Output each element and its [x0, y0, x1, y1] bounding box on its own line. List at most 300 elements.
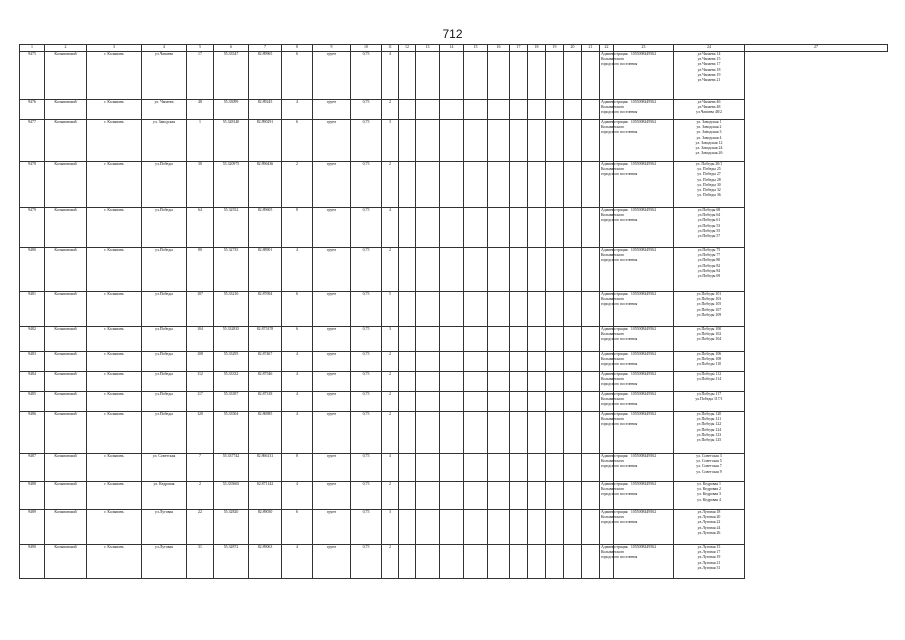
- empty-cell: [399, 372, 416, 392]
- container-count-cell: 2: [382, 352, 399, 372]
- served-address: ул. Советская 3: [696, 454, 722, 458]
- served-address: ул.Победы 105: [696, 302, 722, 307]
- owner-line: Колыванского: [601, 253, 625, 258]
- street-cell: ул.Луговая: [142, 510, 187, 545]
- served-addresses-cell: [674, 545, 745, 579]
- locality-cell: г. Колывань: [87, 327, 142, 352]
- empty-cell: [399, 352, 416, 372]
- served-address: ул.Победы 110: [696, 362, 722, 367]
- surface-cell: грунт: [313, 510, 351, 545]
- empty-cell: [440, 352, 464, 372]
- owner-cell: [600, 545, 638, 579]
- served-address: ул.Победы 75: [697, 248, 721, 252]
- district-cell: Колыванский: [45, 372, 87, 392]
- empty-cell: [440, 100, 464, 120]
- owner-cell: [600, 52, 638, 100]
- served-addresses-cell: [674, 292, 745, 327]
- empty-cell: [464, 120, 488, 162]
- capacity-cell: 0,75: [351, 248, 382, 292]
- empty-cell: [528, 327, 546, 352]
- empty-cell: [564, 545, 582, 579]
- empty-cell: [464, 248, 488, 292]
- street-cell: ул.Победы: [142, 208, 187, 248]
- empty-cell: [440, 292, 464, 327]
- served-address: ул.Луговая 22: [697, 520, 721, 525]
- empty-cell: [399, 412, 416, 454]
- empty-cell: [510, 545, 528, 579]
- container-count-cell: 2: [382, 100, 399, 120]
- surface-cell: грунт: [313, 100, 351, 120]
- served-address: ул.Победы 107: [696, 307, 722, 312]
- empty-cell: [510, 52, 528, 100]
- owner-line: Колыванского: [601, 213, 625, 218]
- longitude-cell: 82.890291: [249, 120, 282, 162]
- container-count-cell: 3: [382, 510, 399, 545]
- owner-line: городского поселения: [601, 362, 638, 367]
- column-header: 21: [582, 45, 600, 52]
- area-cell: 4: [282, 482, 313, 510]
- served-address: ул.Победы 114: [696, 377, 722, 382]
- owner-line: городского поселения: [601, 520, 638, 525]
- street-cell: ул. Заводская: [142, 120, 187, 162]
- area-cell: 4: [282, 412, 313, 454]
- served-address: ул. Победы 36: [697, 193, 721, 198]
- empty-cell: [564, 412, 582, 454]
- empty-cell: [464, 352, 488, 372]
- locality-cell: г. Колывань: [87, 292, 142, 327]
- table-row: [20, 292, 888, 327]
- served-addresses-cell: [674, 52, 745, 100]
- column-header: 17: [510, 45, 528, 52]
- column-header: 19: [546, 45, 564, 52]
- container-count-cell: 4: [382, 454, 399, 482]
- owner-line: Колыванского: [601, 377, 625, 382]
- area-cell: 8: [282, 454, 313, 482]
- served-addresses-cell: [674, 454, 745, 482]
- empty-cell: [416, 372, 440, 392]
- empty-cell: [510, 248, 528, 292]
- capacity-cell: 0,75: [351, 545, 382, 579]
- served-addresses-cell: [674, 510, 745, 545]
- record-number-cell: 9477: [20, 120, 45, 162]
- record-number-cell: 9483: [20, 352, 45, 372]
- column-header: 5: [187, 45, 214, 52]
- served-address: ул. Советская 7: [696, 464, 722, 469]
- served-addresses-cell: [674, 248, 745, 292]
- house-number-cell: 107: [187, 292, 214, 327]
- empty-cell: [564, 392, 582, 412]
- street-cell: ул. Кедровая: [142, 482, 187, 510]
- ogrn-cell: 1055008449562: [614, 482, 674, 510]
- served-address: ул.Победы 57: [697, 234, 721, 239]
- district-cell: Колыванский: [45, 454, 87, 482]
- owner-line: городского поселения: [601, 302, 638, 307]
- empty-cell: [440, 162, 464, 208]
- served-address: ул.Победы 100: [696, 327, 722, 331]
- table-row: [20, 208, 888, 248]
- served-address: ул. Заводская 24: [695, 146, 723, 151]
- empty-cell: [582, 162, 600, 208]
- longitude-cell: 82.89605: [249, 208, 282, 248]
- served-address: ул.Луговая 24: [697, 525, 721, 530]
- area-cell: 6: [282, 120, 313, 162]
- owner-cell: [600, 292, 638, 327]
- longitude-cell: 82.88901: [249, 248, 282, 292]
- empty-cell: [510, 162, 528, 208]
- column-number-row: [20, 45, 888, 52]
- empty-cell: [582, 510, 600, 545]
- locality-cell: г. Колывань: [87, 120, 142, 162]
- area-cell: 8: [282, 208, 313, 248]
- container-count-cell: 4: [382, 208, 399, 248]
- capacity-cell: 0,75: [351, 352, 382, 372]
- empty-cell: [464, 482, 488, 510]
- ogrn-cell: 1055008449562: [614, 352, 674, 372]
- street-cell: ул.Победы: [142, 412, 187, 454]
- area-cell: 4: [282, 352, 313, 372]
- empty-cell: [564, 292, 582, 327]
- owner-line: Колыванского: [601, 459, 625, 464]
- empty-cell: [399, 162, 416, 208]
- column-header: 14: [440, 45, 464, 52]
- empty-cell: [464, 412, 488, 454]
- table-row: [20, 120, 888, 162]
- empty-cell: [546, 52, 564, 100]
- column-header: 18: [528, 45, 546, 52]
- container-count-cell: 2: [382, 482, 399, 510]
- served-addresses-cell: [674, 372, 745, 392]
- area-cell: 4: [282, 545, 313, 579]
- house-number-cell: 108: [187, 352, 214, 372]
- served-address: ул. Победы 28: [697, 177, 721, 182]
- empty-cell: [488, 392, 510, 412]
- empty-cell: [440, 248, 464, 292]
- served-addresses-cell: [674, 352, 745, 372]
- empty-cell: [546, 100, 564, 120]
- table-row: [20, 510, 888, 545]
- longitude-cell: 82.86985: [249, 412, 282, 454]
- served-address: ул.Победы 125: [696, 438, 722, 443]
- served-addresses-cell: [674, 208, 745, 248]
- column-header: 16: [488, 45, 510, 52]
- owner-line: Колыванского: [601, 357, 625, 362]
- owner-cell: [600, 392, 638, 412]
- table-row: [20, 372, 888, 392]
- longitude-cell: 82.87694: [249, 292, 282, 327]
- owner-line: городского поселения: [601, 110, 638, 115]
- empty-cell: [564, 52, 582, 100]
- locality-cell: г. Колывань: [87, 162, 142, 208]
- longitude-cell: 82.87318: [249, 392, 282, 412]
- locality-cell: г. Колывань: [87, 412, 142, 454]
- capacity-cell: 0,75: [351, 162, 382, 208]
- ogrn-cell: 1055008449562: [614, 100, 674, 120]
- empty-cell: [399, 327, 416, 352]
- column-header: 7: [249, 45, 282, 52]
- served-address: ул.Победы 121: [696, 417, 722, 422]
- empty-cell: [528, 545, 546, 579]
- record-number-cell: 9478: [20, 162, 45, 208]
- record-number-cell: 9475: [20, 52, 45, 100]
- record-number-cell: 9487: [20, 454, 45, 482]
- empty-cell: [546, 248, 564, 292]
- owner-line: Колыванского: [601, 550, 625, 555]
- empty-cell: [582, 545, 600, 579]
- served-address: ул.Победы 68: [697, 208, 721, 212]
- served-addresses-cell: [674, 162, 745, 208]
- owner-line: Колыванского: [601, 515, 625, 520]
- empty-cell: [416, 100, 440, 120]
- house-number-cell: 120: [187, 412, 214, 454]
- ogrn-cell: 1055008449562: [614, 248, 674, 292]
- surface-cell: грунт: [313, 162, 351, 208]
- surface-cell: грунт: [313, 120, 351, 162]
- house-number-cell: 7: [187, 454, 214, 482]
- owner-line: городского поселения: [601, 62, 638, 67]
- longitude-cell: 82.896436: [249, 162, 282, 208]
- empty-cell: [582, 482, 600, 510]
- empty-cell: [546, 482, 564, 510]
- table-row: [20, 248, 888, 292]
- empty-cell: [416, 208, 440, 248]
- surface-cell: грунт: [313, 454, 351, 482]
- served-address: ул.Победы 102: [696, 332, 722, 337]
- empty-cell: [464, 292, 488, 327]
- empty-cell: [564, 352, 582, 372]
- record-number-cell: 9488: [20, 482, 45, 510]
- house-number-cell: 17: [187, 52, 214, 100]
- served-address: ул. Советская 9: [696, 469, 722, 474]
- district-cell: Колыванский: [45, 392, 87, 412]
- empty-cell: [510, 510, 528, 545]
- surface-cell: грунт: [313, 327, 351, 352]
- street-cell: ул. Чапаева: [142, 100, 187, 120]
- empty-cell: [528, 100, 546, 120]
- owner-cell: [600, 162, 638, 208]
- capacity-cell: 0,75: [351, 372, 382, 392]
- surface-cell: грунт: [313, 352, 351, 372]
- ogrn-cell: 1055008449562: [614, 545, 674, 579]
- empty-cell: [528, 52, 546, 100]
- served-addresses-cell: [674, 392, 745, 412]
- empty-cell: [440, 454, 464, 482]
- served-address: ул.Луговая 17: [697, 550, 721, 555]
- served-address: ул.Победы 101: [696, 292, 722, 296]
- district-cell: Колыванский: [45, 248, 87, 292]
- empty-cell: [399, 120, 416, 162]
- served-address: ул.Победы 124: [696, 427, 722, 432]
- owner-line: Колыванского: [601, 105, 625, 110]
- empty-cell: [399, 100, 416, 120]
- empty-cell: [510, 352, 528, 372]
- owner-line: Администрация: [601, 510, 628, 514]
- latitude-cell: 55.328140: [214, 120, 249, 162]
- longitude-cell: 82.89063: [249, 545, 282, 579]
- record-number-cell: 9482: [20, 327, 45, 352]
- empty-cell: [399, 545, 416, 579]
- locality-cell: г. Колывань: [87, 510, 142, 545]
- served-address: ул.Чапаева 48/2: [696, 110, 722, 115]
- owner-cell: [600, 352, 638, 372]
- served-address: ул.Чапаева 17: [697, 62, 721, 67]
- street-cell: ул.Победы: [142, 392, 187, 412]
- surface-cell: грунт: [313, 412, 351, 454]
- served-address: ул.Победы 123: [696, 432, 722, 437]
- house-number-cell: 64: [187, 208, 214, 248]
- column-header: 22: [600, 45, 614, 52]
- empty-cell: [510, 208, 528, 248]
- empty-cell: [464, 372, 488, 392]
- empty-cell: [488, 52, 510, 100]
- empty-cell: [546, 120, 564, 162]
- owner-line: городского поселения: [601, 492, 638, 497]
- latitude-cell: 55.33099: [214, 100, 249, 120]
- served-addresses-cell: [674, 100, 745, 120]
- owner-line: Администрация: [601, 412, 628, 416]
- street-cell: ул.Победы: [142, 372, 187, 392]
- empty-cell: [399, 510, 416, 545]
- served-address: ул.Победы 69: [697, 274, 721, 279]
- empty-cell: [464, 510, 488, 545]
- served-address: ул.Луговая 21: [697, 560, 721, 565]
- empty-cell: [488, 327, 510, 352]
- served-address: ул.Победы 77: [697, 253, 721, 258]
- table-row: [20, 100, 888, 120]
- owner-line: Колыванского: [601, 397, 625, 402]
- served-address: ул.Победы 109: [696, 312, 722, 317]
- served-address: ул. Победы 20/1: [695, 162, 723, 166]
- district-cell: Колыванский: [45, 162, 87, 208]
- container-count-cell: 3: [382, 327, 399, 352]
- table-row: [20, 352, 888, 372]
- locality-cell: г. Колывань: [87, 208, 142, 248]
- served-address: ул.Победы 108: [696, 357, 722, 362]
- served-address: ул.Победы 84: [697, 268, 721, 273]
- owner-line: Колыванского: [601, 57, 625, 62]
- column-header: 3: [87, 45, 142, 52]
- served-address: ул.Победы 106: [696, 352, 722, 356]
- capacity-cell: 0,75: [351, 208, 382, 248]
- empty-cell: [528, 248, 546, 292]
- surface-cell: грунт: [313, 52, 351, 100]
- served-address: ул. Заводская 4: [696, 135, 722, 140]
- ogrn-cell: 1055008449562: [614, 372, 674, 392]
- house-number-cell: 22: [187, 510, 214, 545]
- served-address: ул.Победы 117/1: [695, 397, 723, 402]
- served-address: ул.Победы 55: [697, 228, 721, 233]
- owner-line: Администрация: [601, 208, 628, 212]
- owner-line: Колыванского: [601, 167, 625, 172]
- ogrn-cell: 1055008449562: [614, 510, 674, 545]
- house-number-cell: 112: [187, 372, 214, 392]
- district-cell: Колыванский: [45, 545, 87, 579]
- served-address: ул.Победы 61: [697, 218, 721, 223]
- ogrn-cell: 1055008449562: [614, 52, 674, 100]
- empty-cell: [510, 454, 528, 482]
- district-cell: Колыванский: [45, 482, 87, 510]
- capacity-cell: 0,75: [351, 327, 382, 352]
- owner-cell: [600, 327, 638, 352]
- empty-cell: [510, 482, 528, 510]
- area-cell: 6: [282, 510, 313, 545]
- empty-cell: [440, 372, 464, 392]
- locality-cell: г. Колывань: [87, 392, 142, 412]
- ogrn-cell: 1055008449562: [614, 162, 674, 208]
- empty-cell: [510, 412, 528, 454]
- empty-cell: [582, 454, 600, 482]
- empty-cell: [399, 248, 416, 292]
- owner-line: городского поселения: [601, 130, 638, 135]
- table-row: [20, 454, 888, 482]
- locality-cell: г. Колывань: [87, 372, 142, 392]
- empty-cell: [440, 545, 464, 579]
- latitude-cell: 55.33547: [214, 52, 249, 100]
- owner-line: Колыванского: [601, 297, 625, 302]
- empty-cell: [464, 392, 488, 412]
- area-cell: 6: [282, 292, 313, 327]
- empty-cell: [399, 392, 416, 412]
- empty-cell: [464, 208, 488, 248]
- container-count-cell: 2: [382, 392, 399, 412]
- empty-cell: [582, 392, 600, 412]
- empty-cell: [440, 52, 464, 100]
- owner-line: Администрация: [601, 482, 628, 486]
- empty-cell: [528, 392, 546, 412]
- ogrn-cell: 1055008449562: [614, 120, 674, 162]
- column-header: 12: [399, 45, 416, 52]
- ogrn-cell: 1055008449562: [614, 327, 674, 352]
- street-cell: ул. Советская: [142, 454, 187, 482]
- empty-cell: [488, 120, 510, 162]
- locality-cell: г. Колывань: [87, 100, 142, 120]
- record-number-cell: 9479: [20, 208, 45, 248]
- served-address: ул.Победы 103: [696, 297, 722, 302]
- owner-line: Колыванского: [601, 125, 625, 130]
- column-header: 10: [351, 45, 382, 52]
- owner-cell: [600, 372, 638, 392]
- longitude-cell: 82.89965: [249, 52, 282, 100]
- table-row: [20, 52, 888, 100]
- record-number-cell: 9480: [20, 248, 45, 292]
- latitude-cell: 55.320975: [214, 162, 249, 208]
- served-address: ул. Кедровая 2: [697, 487, 721, 492]
- column-header: 20: [564, 45, 582, 52]
- empty-cell: [488, 292, 510, 327]
- area-cell: 4: [282, 100, 313, 120]
- table-row: [20, 482, 888, 510]
- served-address: ул.Победы 53: [697, 223, 721, 228]
- empty-cell: [488, 545, 510, 579]
- column-header: 11: [382, 45, 399, 52]
- district-cell: Колыванский: [45, 352, 87, 372]
- empty-cell: [464, 327, 488, 352]
- empty-cell: [546, 162, 564, 208]
- empty-cell: [416, 292, 440, 327]
- capacity-cell: 0,75: [351, 412, 382, 454]
- served-address: ул.Победы 80: [697, 258, 721, 263]
- empty-cell: [582, 52, 600, 100]
- served-addresses-cell: [674, 482, 745, 510]
- empty-cell: [416, 327, 440, 352]
- empty-cell: [528, 482, 546, 510]
- empty-cell: [564, 162, 582, 208]
- area-cell: 2: [282, 162, 313, 208]
- empty-cell: [528, 372, 546, 392]
- served-address: ул. Победы 32: [697, 188, 721, 193]
- served-addresses-cell: [674, 412, 745, 454]
- capacity-cell: 0,75: [351, 482, 382, 510]
- district-cell: Колыванский: [45, 292, 87, 327]
